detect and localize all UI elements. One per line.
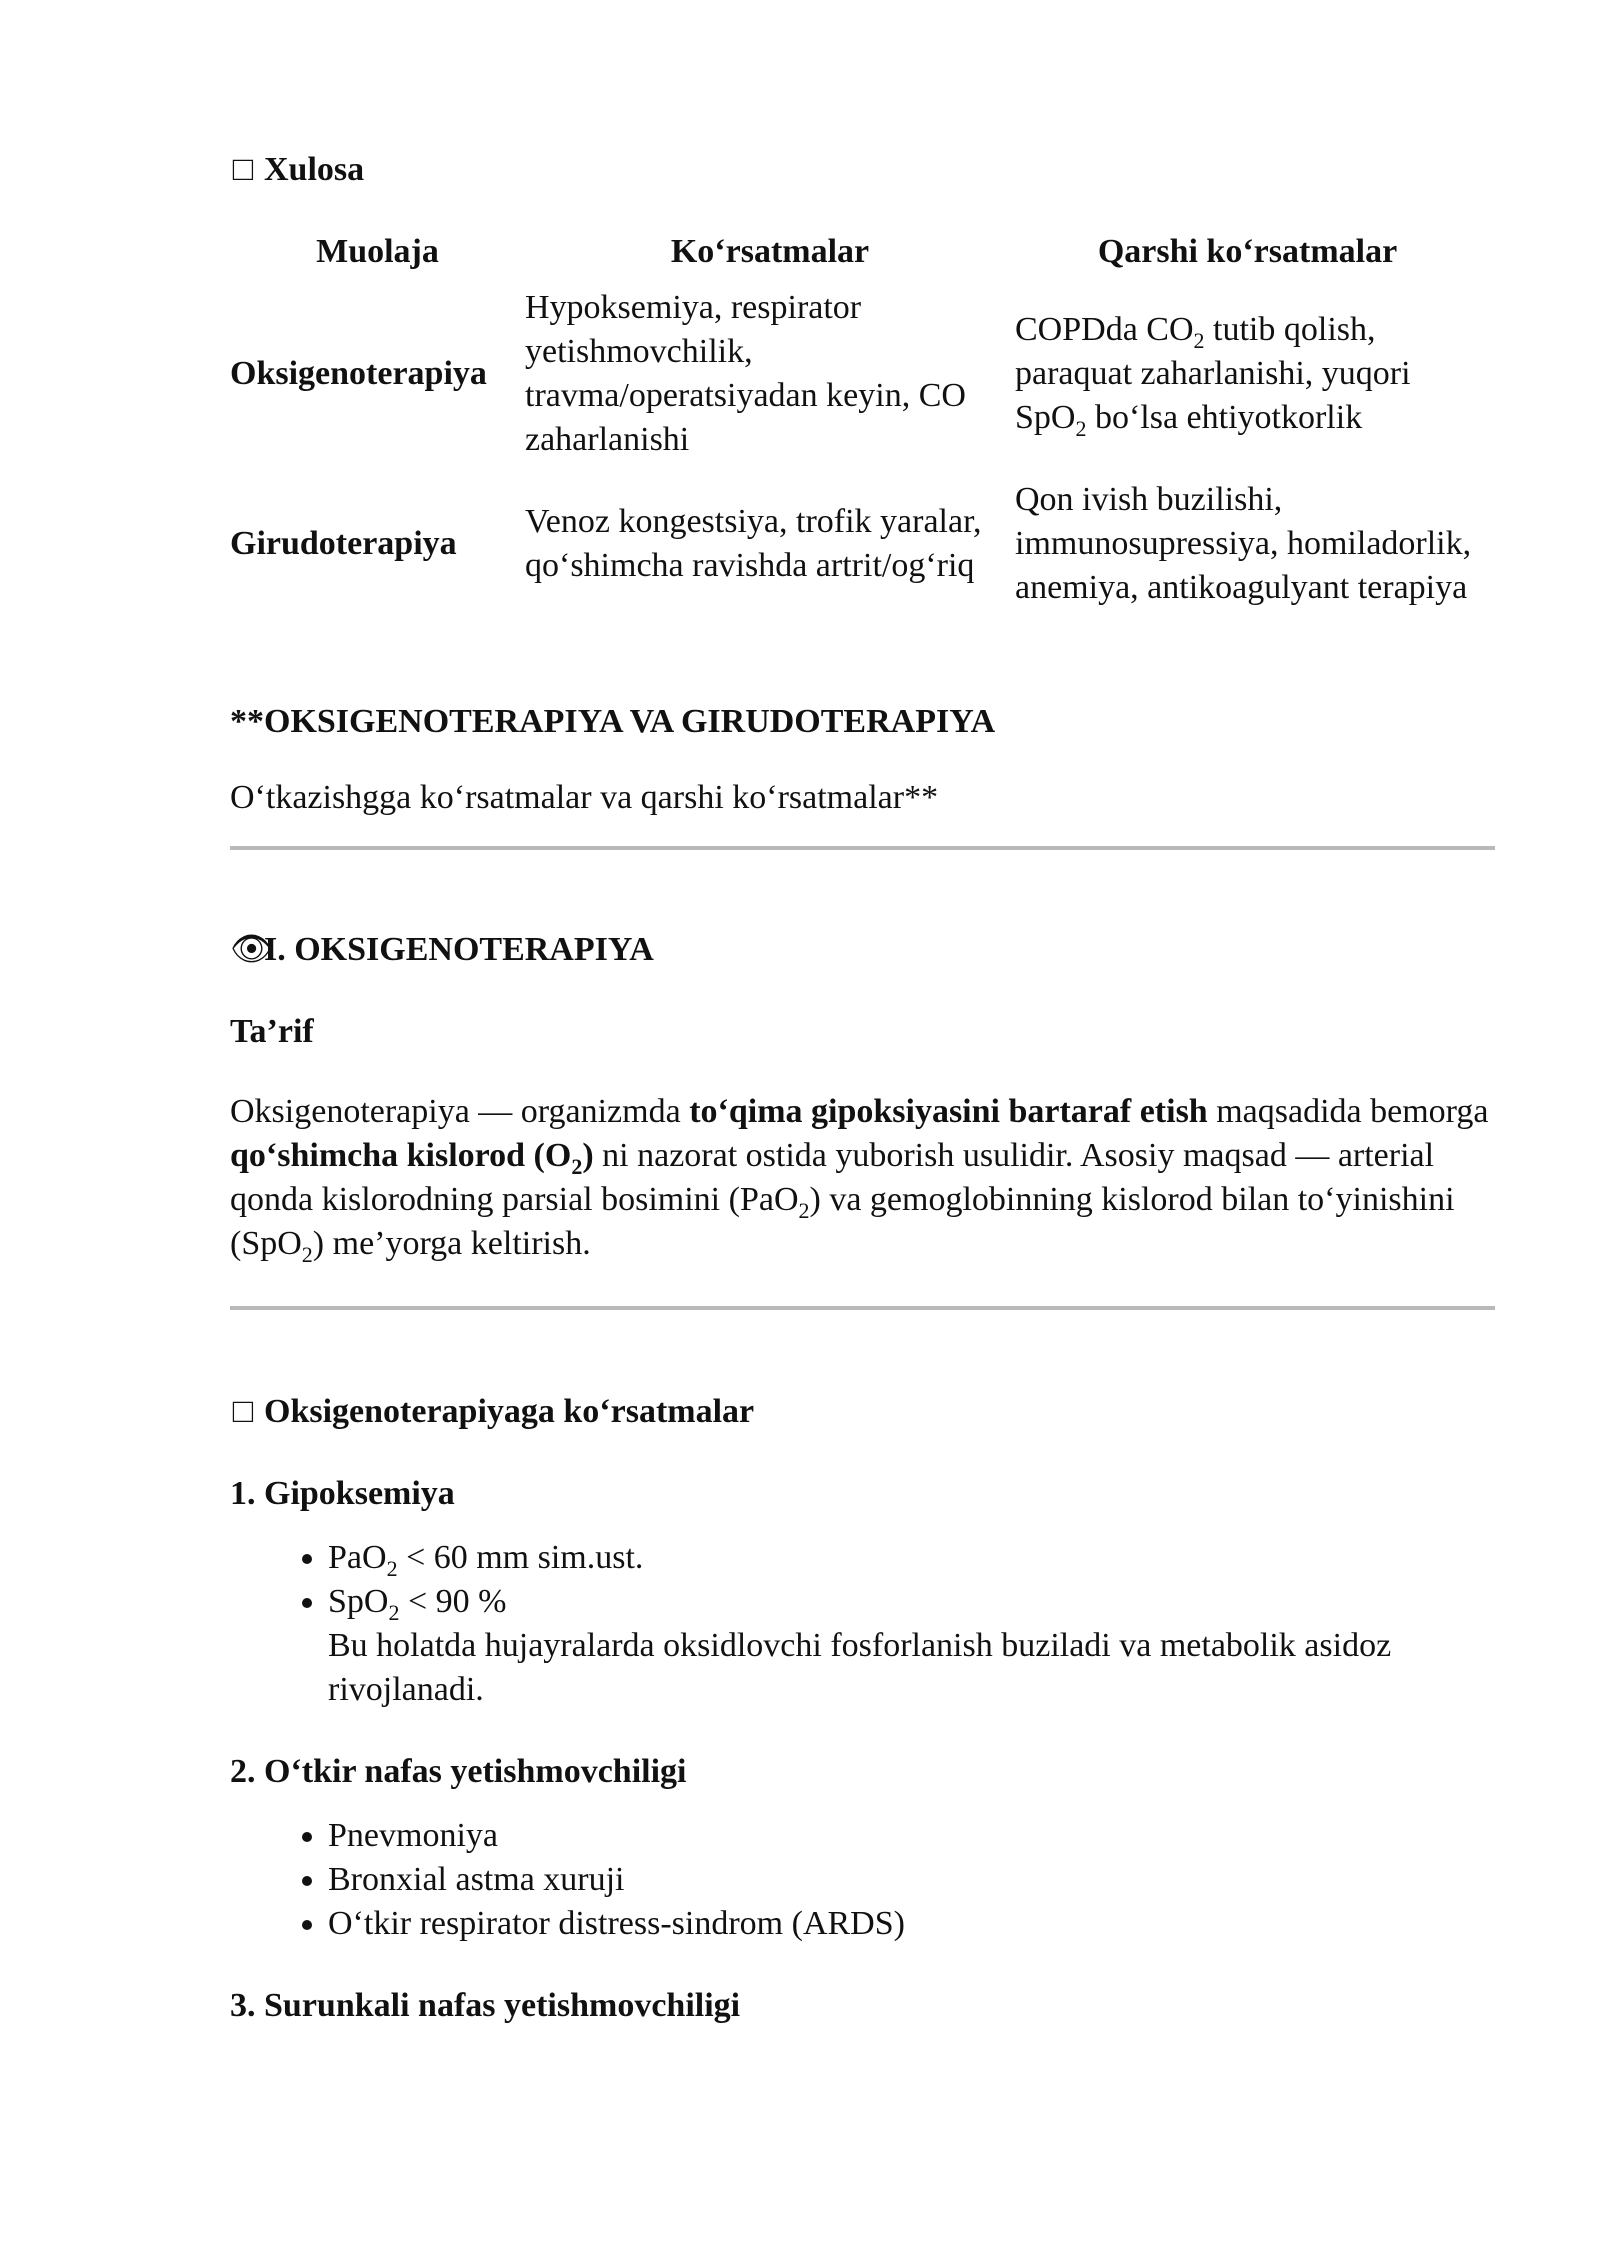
horizontal-divider — [230, 846, 1495, 850]
list-item: • SpO$_2$ < 90 % Bu holatda hujayralarda oksidlovchi fosforlanish buziladi va metabolik asidoz rivojlanadi. — [328, 1580, 1495, 1712]
indication-list — [230, 1536, 1495, 1712]
row-contraindications: Qon ivish buzilishi, immunosupressiya, homiladorlik, anemiya, antikoagulyant terapiya — [1015, 481, 1472, 606]
check-mark-icon: □ — [232, 151, 254, 188]
row-treatment-name: Girudoterapiya — [230, 525, 457, 562]
list-item: • O‘tkir respirator distress-sindrom (ARDS) — [328, 1902, 1495, 1946]
lungs-icon: 👁 — [230, 931, 274, 968]
check-mark-icon: □ — [232, 1393, 254, 1430]
row-contraindications: COPDda $CO_2$ tutib qolish, paraquat zaharlanishi, yuqori SpO$_2$ bo‘lsa ehtiyotkorlik — [1015, 311, 1411, 441]
summary-heading: □ Xulosa — [230, 150, 1495, 190]
definition-paragraph: Oksigenoterapiya — organizmda to‘qima gipoksiyasini bartaraf etish maqsadida bemorga qo‘shimcha kislorod $(O_2)$ ni nazorat ostida yuborish usulidir. Asosiy maqsad — arterial qonda kislorodning parsial bosimini (PaO$_2$) va gemoglobinning kislorod bilan to‘yinishini (SpO$_2$) me’yorga keltirish. — [230, 1093, 1489, 1267]
table-row — [230, 278, 1480, 470]
indication-group-title: 2. O‘tkir nafas yetishmovchiligi — [230, 1753, 687, 1790]
section-heading: 👁I. OKSIGENOTERAPIYA — [230, 931, 654, 968]
table-row — [230, 470, 1480, 618]
summary-table — [230, 230, 1480, 618]
row-indications: Venoz kongestsiya, trofik yaralar, qo‘shimcha ravishda artrit/og‘riq — [525, 503, 982, 584]
document-title: **OKSIGENOTERAPIYA VA GIRUDOTERAPIYA — [230, 703, 996, 740]
indication-group-title: 3. Surunkali nafas yetishmovchiligi — [230, 1987, 741, 2024]
column-header-indications: Ko‘rsatmalar — [670, 233, 870, 270]
indication-list — [230, 1814, 1495, 1946]
list-item-note: Bu holatda hujayralarda oksidlovchi fosforlanish buziladi va metabolik asidoz rivojlanadi. — [328, 1627, 1392, 1708]
indications-heading: □ Oksigenoterapiyaga ko‘rsatmalar — [230, 1392, 1495, 1432]
table-header-row — [230, 230, 1480, 278]
row-treatment-name: Oksigenoterapiya — [230, 355, 487, 392]
document-page — [230, 150, 1495, 2026]
list-item: • Pnevmoniya — [328, 1814, 1495, 1858]
document-subtitle: O‘tkazishgga ko‘rsatmalar va qarshi ko‘rsatmalar** — [230, 779, 939, 816]
column-header-contraindications: Qarshi ko‘rsatmalar — [1097, 233, 1398, 270]
horizontal-divider — [230, 1306, 1495, 1310]
list-item: • PaO$_2$ < 60 mm sim.ust. — [328, 1536, 1495, 1580]
list-item: • Bronxial astma xuruji — [328, 1858, 1495, 1902]
section-subheading: Ta’rif — [230, 1013, 314, 1050]
column-header-treatment: Muolaja — [316, 233, 439, 270]
indication-group-title: 1. Gipoksemiya — [230, 1475, 455, 1512]
row-indications: Hypoksemiya, respirator yetishmovchilik, travma/operatsiyadan keyin, CO zaharlanishi — [525, 289, 966, 458]
